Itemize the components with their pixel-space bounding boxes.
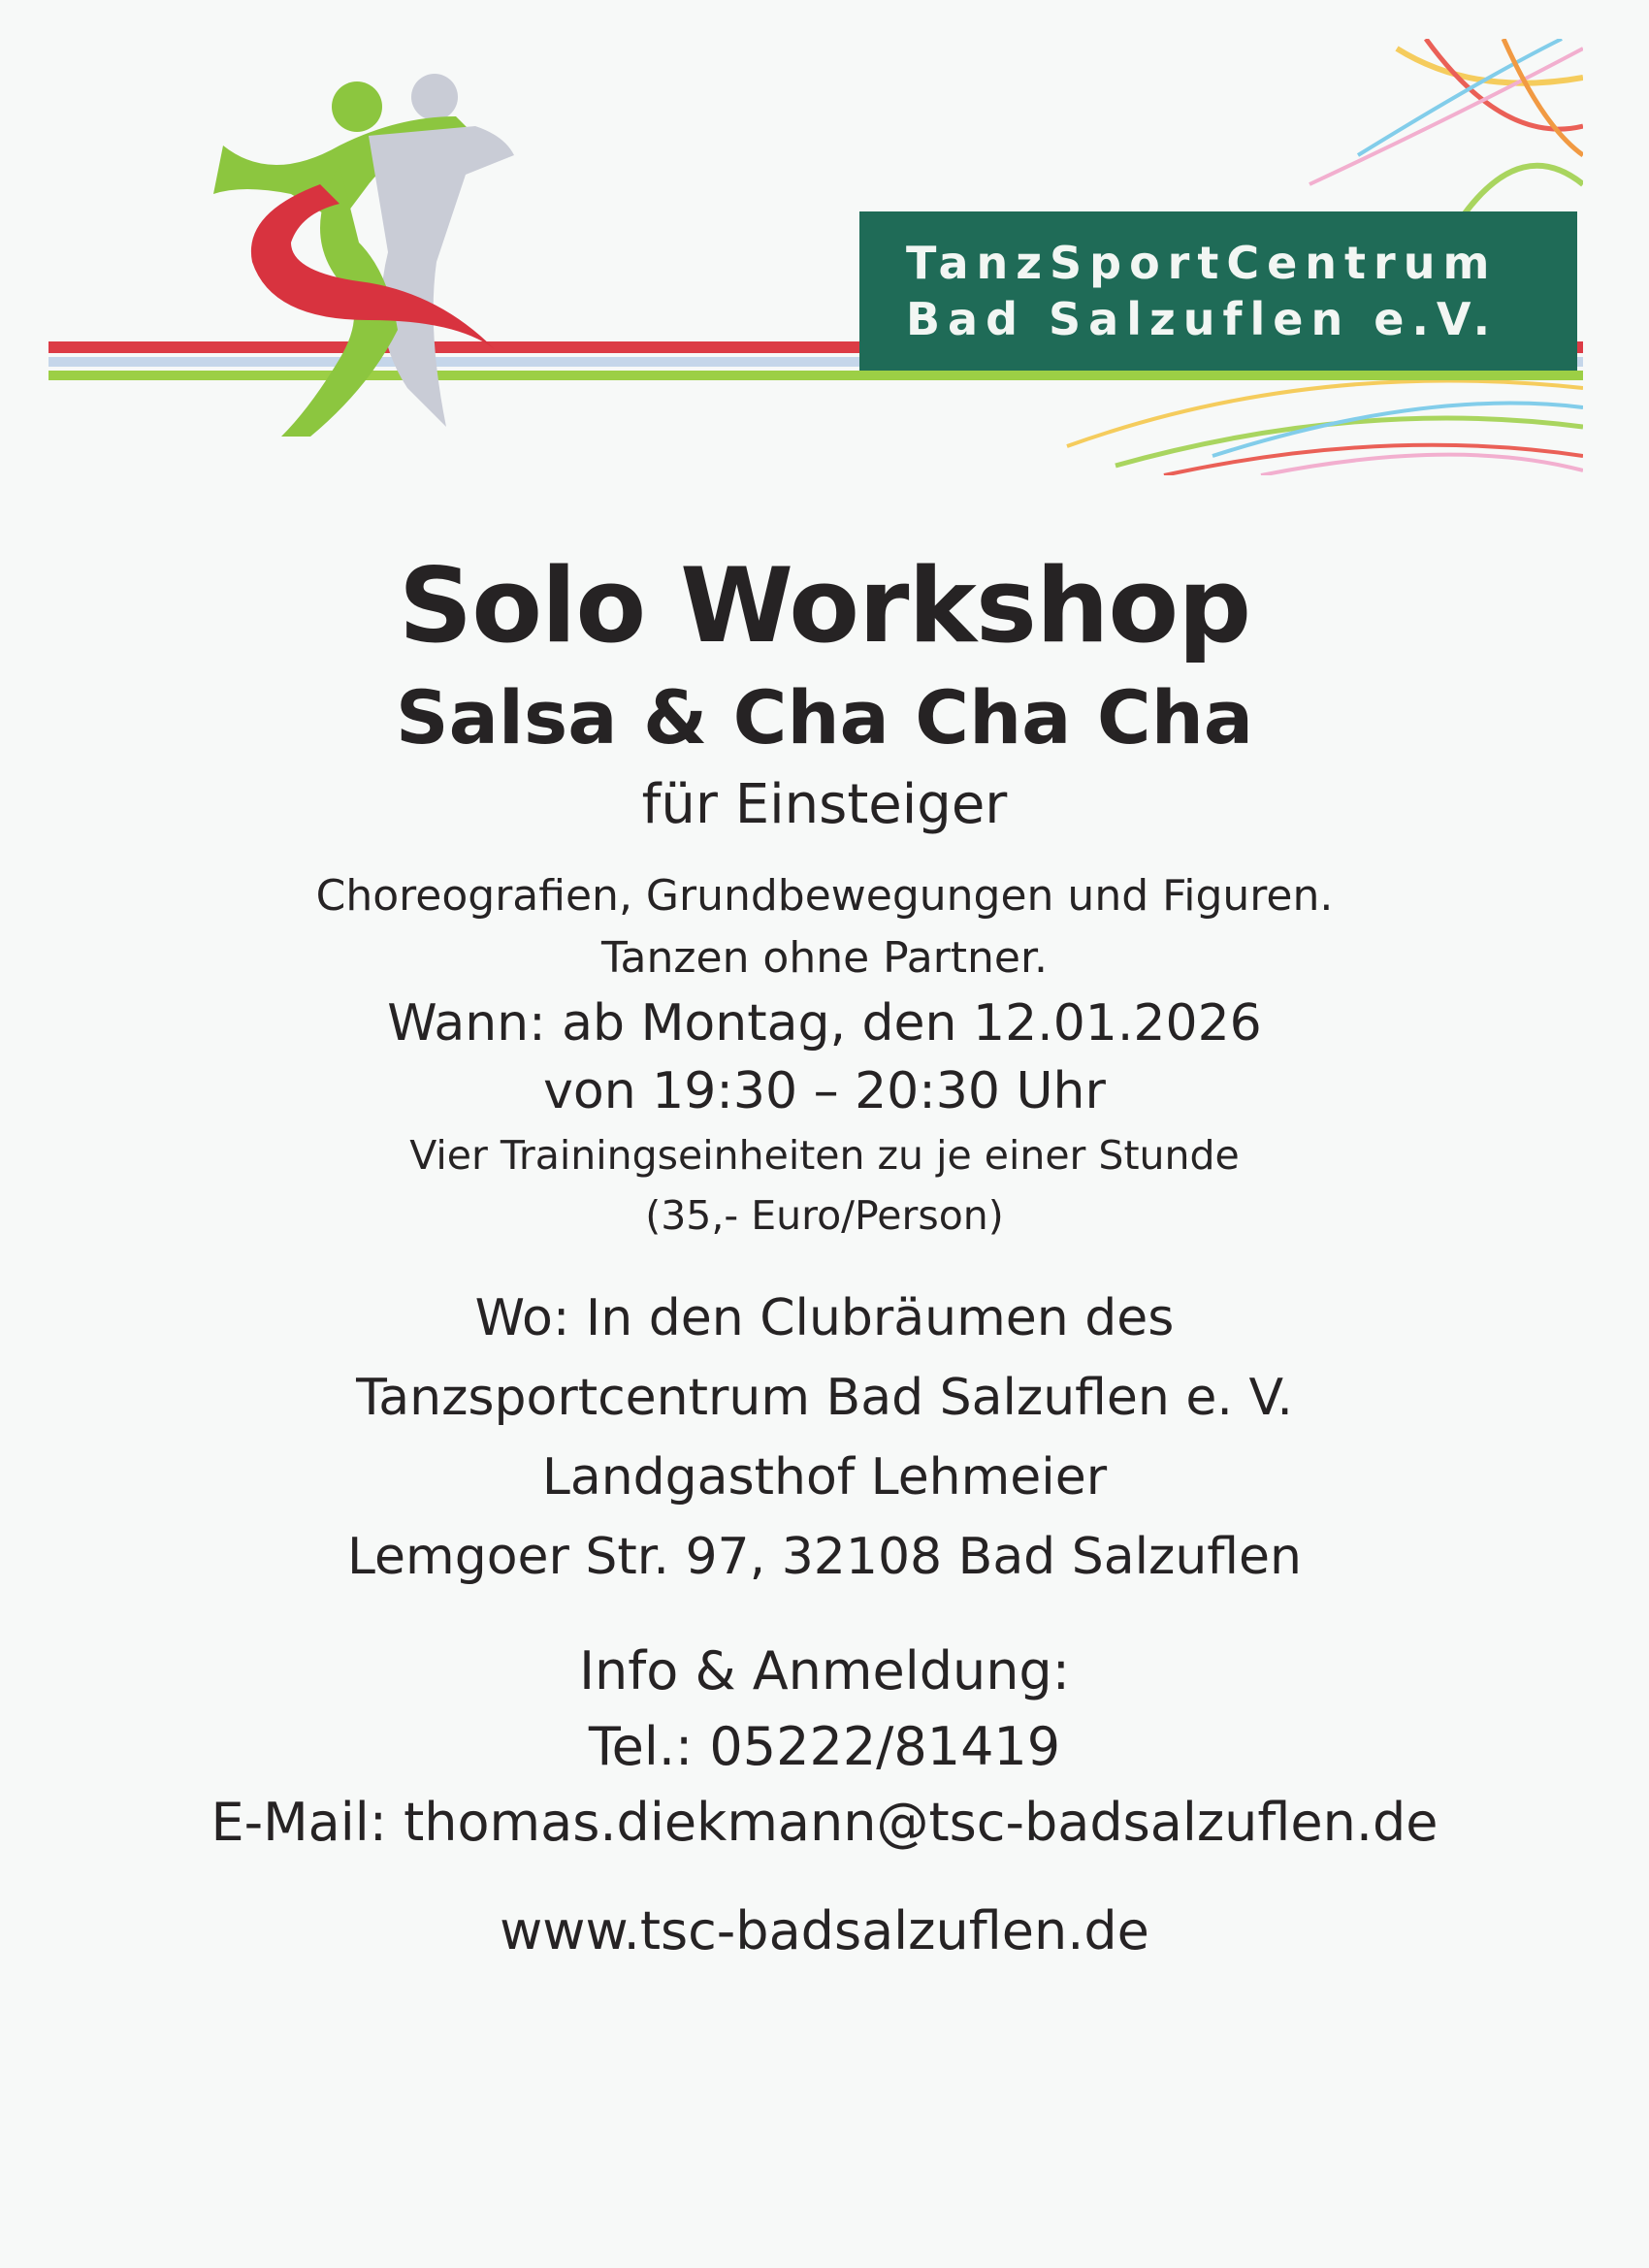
contact-heading: Info & Anmeldung:: [579, 1640, 1070, 1701]
location-line4: Lemgoer Str. 97, 32108 Bad Salzuflen: [346, 1528, 1302, 1586]
contact-email[interactable]: E-Mail: thomas.diekmann@tsc-badsalzuflen.de: [210, 1792, 1439, 1853]
sessions-text: Vier Trainingseinheiten zu je einer Stunde: [409, 1132, 1240, 1179]
location-line1: Wo: In den Clubräumen des: [474, 1289, 1175, 1347]
description-line1: Choreografien, Grundbewegungen und Figuren.: [315, 871, 1334, 921]
price-text: (35,- Euro/Person): [645, 1192, 1004, 1239]
event-subtitle: Salsa & Cha Cha Cha: [395, 674, 1254, 761]
when-line1: Wann: ab Montag, den 12.01.2026: [387, 994, 1262, 1053]
club-name-box: [859, 211, 1577, 371]
club-name-line1: TanzSportCentrum: [906, 237, 1498, 289]
header-banner: [48, 39, 1583, 475]
event-level: für Einsteiger: [641, 773, 1008, 836]
website-link[interactable]: www.tsc-badsalzuflen.de: [500, 1900, 1149, 1961]
event-title: Solo Workshop: [398, 546, 1251, 665]
when-line2: von 19:30 – 20:30 Uhr: [543, 1062, 1106, 1120]
green-stripe: [48, 371, 1583, 380]
club-name-line2: Bad Salzuflen e.V.: [906, 293, 1499, 345]
location-line2: Tanzsportcentrum Bad Salzuflen e. V.: [356, 1369, 1293, 1427]
flyer-content: [0, 543, 1649, 1969]
description-line2: Tanzen ohne Partner.: [600, 933, 1049, 983]
location-line3: Landgasthof Lehmeier: [541, 1448, 1108, 1507]
contact-phone[interactable]: Tel.: 05222/81419: [588, 1716, 1061, 1777]
dancers-logo-icon: [213, 74, 514, 437]
